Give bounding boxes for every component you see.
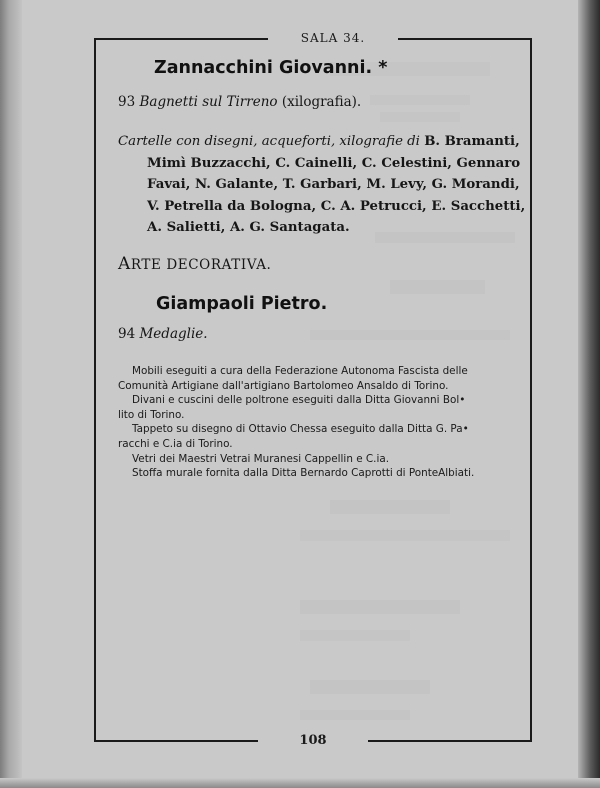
cartelle-paragraph bbox=[118, 131, 525, 239]
note-line: Mobili eseguiti a cura della Federazione Autonoma Fascista delle bbox=[132, 365, 468, 377]
cartelle-line bbox=[118, 153, 525, 175]
note-line: Divani e cuscini delle poltrone eseguiti dalla Ditta Giovanni Bol• bbox=[132, 394, 466, 407]
entry-number: 94 bbox=[118, 326, 136, 342]
page-bottom-edge bbox=[0, 778, 600, 788]
page-number: 108 bbox=[299, 733, 327, 748]
catalogue-entry bbox=[118, 92, 361, 112]
page-spine-shadow bbox=[0, 0, 22, 788]
cartelle-line bbox=[118, 174, 525, 196]
section-heading bbox=[118, 254, 271, 274]
entry-title: Medaglie. bbox=[139, 326, 208, 342]
cartelle-line bbox=[118, 217, 525, 239]
running-head: SALA 34. bbox=[300, 31, 366, 45]
note-line: Stoffa murale fornita dalla Ditta Bernardo Caprotti di PonteAlbiati. bbox=[132, 467, 475, 480]
note-line: racchi e C.ia di Torino. bbox=[118, 437, 233, 450]
note-line: Vetri dei Maestri Vetrai Muranesi Cappellin e C.ia. bbox=[132, 452, 390, 465]
cartelle-intro: Cartelle con disegni, acqueforti, xilografie di bbox=[118, 134, 420, 149]
entry-number: 93 bbox=[118, 94, 136, 110]
cartelle-line bbox=[118, 131, 525, 153]
credits-notes bbox=[118, 364, 474, 481]
entry-title: Bagnetti sul Tirreno bbox=[139, 94, 278, 110]
note-line: Tappeto su disegno di Ottavio Chessa eseguito dalla Ditta G. Pa• bbox=[132, 423, 469, 436]
section-title: RTE DECORATIVA. bbox=[130, 257, 272, 273]
page-edge-shadow bbox=[578, 0, 600, 788]
catalogue-entry bbox=[118, 324, 208, 344]
note-line: Comunità Artigiane dall'artigiano Bartolomeo Ansaldo di Torino. bbox=[118, 379, 449, 392]
note-line: lito di Torino. bbox=[118, 408, 185, 421]
cartelle-artists: Mimì Buzzacchi, C. Cainelli, C. Celestini, Gennaro bbox=[147, 155, 521, 171]
cartelle-artists: B. Bramanti, bbox=[424, 134, 520, 149]
cartelle-artists: Favai, N. Galante, T. Garbari, M. Levy, G. Morandi, bbox=[147, 177, 520, 192]
section-initial: A bbox=[118, 254, 131, 274]
artist-heading: Zannacchini Giovanni. * bbox=[154, 58, 388, 78]
cartelle-artists: V. Petrella da Bologna, C. A. Petrucci, E. Sacchetti, bbox=[147, 198, 526, 214]
entry-technique: (xilografia). bbox=[281, 94, 362, 110]
cartelle-artists: A. Salietti, A. G. Santagata. bbox=[147, 220, 350, 235]
cartelle-line bbox=[118, 196, 525, 218]
artist-heading: Giampaoli Pietro. bbox=[156, 294, 328, 314]
